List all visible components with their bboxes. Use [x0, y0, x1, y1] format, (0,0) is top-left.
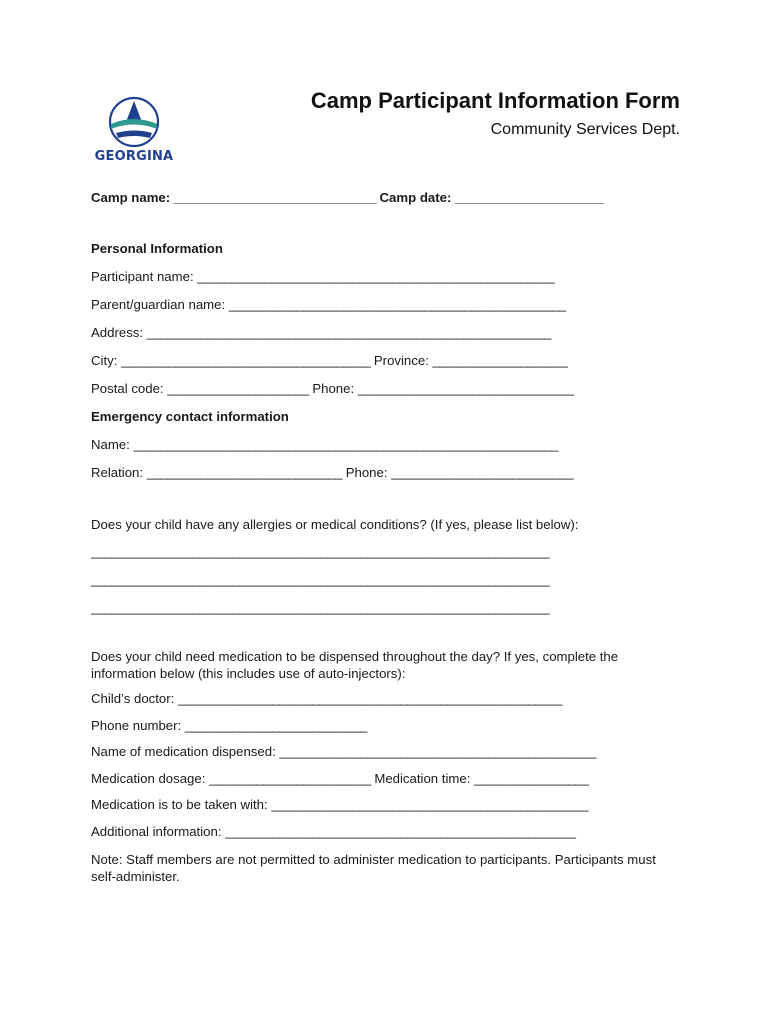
doctor-field[interactable]: _________________________________________________________: [178, 691, 562, 706]
doctor-row: [91, 691, 691, 707]
emergency-relation-row: [91, 465, 691, 481]
camp-name-label: Camp name:: [91, 190, 171, 205]
dosage-label: Medication dosage:: [91, 771, 206, 786]
georgina-logo: [94, 96, 174, 168]
med-name-row: [91, 744, 691, 760]
postal-code-label: Postal code:: [91, 381, 164, 396]
med-time-label: Medication time:: [374, 771, 471, 786]
city-field[interactable]: _____________________________________: [121, 353, 371, 368]
taken-with-label: Medication is to be taken with:: [91, 797, 268, 812]
emergency-heading: Emergency contact information: [91, 409, 289, 424]
city-label: City:: [91, 353, 118, 368]
parent-name-field[interactable]: __________________________________________________: [228, 297, 566, 312]
additional-row: [91, 824, 691, 840]
form-subtitle: Community Services Dept.: [490, 121, 680, 138]
participant-row: [91, 269, 691, 285]
doctor-phone-row: [91, 718, 691, 734]
additional-field[interactable]: ____________________________________________________: [225, 824, 576, 839]
taken-with-field[interactable]: _______________________________________________: [271, 797, 588, 812]
allergies-question: Does your child have any allergies or medical conditions? (If yes, please list below):: [91, 517, 579, 532]
doctor-label: Child’s doctor:: [91, 691, 175, 706]
allergies-line-3[interactable]: ____________________________________________________________________: [91, 600, 549, 615]
allergies-line-1[interactable]: ____________________________________________________________________: [91, 544, 549, 559]
relation-label: Relation:: [91, 465, 144, 480]
postal-row: [91, 381, 691, 397]
med-name-label: Name of medication dispensed:: [91, 744, 276, 759]
province-label: Province:: [373, 353, 429, 368]
province-field[interactable]: ____________________: [432, 353, 568, 368]
participant-name-field[interactable]: _____________________________________________________: [197, 269, 555, 284]
georgina-emblem-icon: [106, 96, 162, 148]
phone-label: Phone:: [312, 381, 355, 396]
emergency-name-row: [91, 437, 691, 453]
medication-question: Does your child need medication to be dispensed throughout the day? If yes, complete the information below (this includes use of auto-injectors):: [91, 649, 619, 681]
personal-info-heading: Personal Information: [91, 241, 223, 256]
doctor-phone-field[interactable]: ___________________________: [184, 718, 367, 733]
emergency-name-field[interactable]: _______________________________________________________________: [133, 437, 558, 452]
emergency-name-label: Name:: [91, 437, 130, 452]
taken-with-row: [91, 797, 691, 813]
address-label: Address:: [91, 325, 144, 340]
dosage-row: [91, 771, 691, 787]
staff-note: Note: Staff members are not permitted to administer medication to participants. Participants must self-administer.: [91, 852, 656, 884]
phone-field[interactable]: ________________________________: [357, 381, 574, 396]
address-field[interactable]: ____________________________________________________________: [146, 325, 551, 340]
emergency-phone-field[interactable]: ___________________________: [391, 465, 574, 480]
med-time-field[interactable]: _________________: [474, 771, 589, 786]
relation-field[interactable]: _____________________________: [146, 465, 343, 480]
postal-code-field[interactable]: _____________________: [167, 381, 309, 396]
additional-label: Additional information:: [91, 824, 222, 839]
participant-name-label: Participant name:: [91, 269, 194, 284]
emergency-phone-label: Phone:: [345, 465, 388, 480]
doctor-phone-label: Phone number:: [91, 718, 182, 733]
dosage-field[interactable]: ________________________: [209, 771, 371, 786]
parent-name-label: Parent/guardian name:: [91, 297, 226, 312]
logo-wordmark: GEORGINA: [94, 149, 174, 164]
med-name-field[interactable]: _______________________________________________: [279, 744, 596, 759]
camp-date-field[interactable]: ______________________: [455, 190, 604, 205]
city-row: [91, 353, 691, 369]
address-row: [91, 325, 691, 341]
camp-date-label: Camp date:: [379, 190, 452, 205]
camp-row: [91, 190, 691, 206]
allergies-line-2[interactable]: ____________________________________________________________________: [91, 572, 549, 587]
form-title: Camp Participant Information Form: [310, 88, 680, 113]
parent-row: [91, 297, 691, 313]
camp-name-field[interactable]: ______________________________: [173, 190, 376, 205]
